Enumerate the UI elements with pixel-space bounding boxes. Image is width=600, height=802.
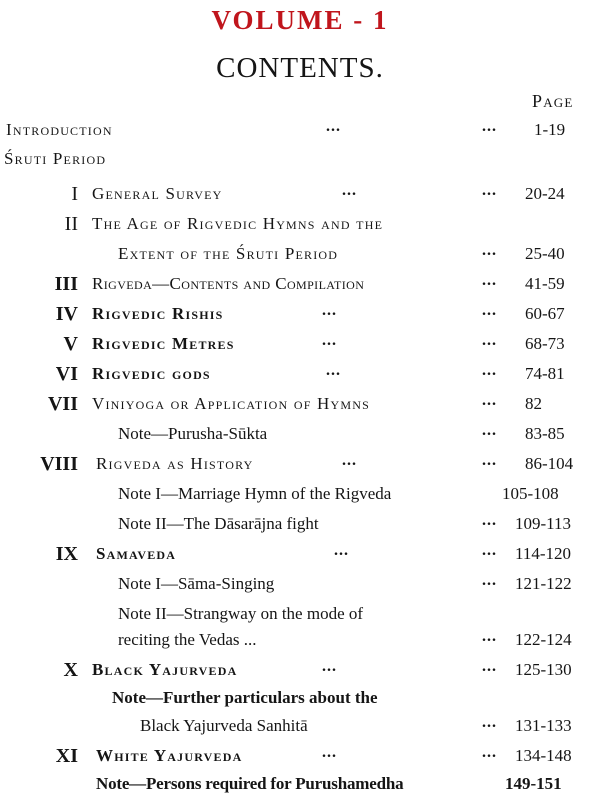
leader-dots: ... — [482, 512, 497, 529]
leader-dots: ... — [322, 332, 337, 349]
page-range: 82 — [525, 394, 542, 413]
leader-dots: ... — [482, 242, 497, 259]
entry-title: Note I—Marriage Hymn of the Rigveda — [118, 484, 392, 503]
leader-dots: ... — [482, 658, 497, 675]
leader-dots: ... — [482, 392, 497, 409]
leader-dots: ... — [482, 332, 497, 349]
leader-dots: ... — [482, 744, 497, 761]
page-range: 122-124 — [515, 630, 572, 649]
leader-dots: ... — [482, 572, 497, 589]
entry-number: X — [63, 659, 78, 681]
entry-title: Śruti Period — [4, 149, 107, 168]
leader-dots: ... — [342, 452, 357, 469]
page-range: 149-151 — [505, 774, 562, 793]
leader-dots: ... — [482, 362, 497, 379]
entry-title: Black Yajurveda — [92, 660, 238, 679]
leader-dots: ... — [482, 302, 497, 319]
entry-title: Note—Persons required for Purushamedha — [96, 774, 404, 793]
page-range: 125-130 — [515, 660, 572, 679]
page-range: 1-19 — [534, 120, 566, 139]
entry-title: Note—Further particulars about the — [112, 688, 378, 707]
entry-number: III — [54, 273, 78, 295]
page-range: 60-67 — [525, 304, 565, 323]
entry-title: Introduction — [6, 120, 113, 139]
entry-title: The Age of Rigvedic Hymns and the — [92, 214, 384, 233]
leader-dots: ... — [322, 658, 337, 675]
page-range: 134-148 — [515, 746, 572, 765]
entry-title: Rigvedic gods — [92, 364, 211, 383]
leader-dots: ... — [482, 714, 497, 731]
leader-dots: ... — [482, 272, 497, 289]
entry-number: XI — [55, 745, 78, 767]
page-range: 74-81 — [525, 364, 565, 383]
volume-title: VOLUME - 1 — [211, 5, 389, 35]
leader-dots: ... — [482, 118, 497, 135]
entry-title: White Yajurveda — [96, 746, 243, 765]
leader-dots: ... — [482, 542, 497, 559]
entry-title: General Survey — [92, 184, 223, 203]
leader-dots: ... — [482, 452, 497, 469]
entry-title: Rigveda—Contents and Compilation — [92, 274, 365, 293]
page-range: 20-24 — [525, 184, 565, 203]
entry-title: Samaveda — [96, 544, 177, 563]
entry-title: Rigvedic Rishis — [92, 304, 224, 323]
page-range: 86-104 — [525, 454, 574, 473]
entry-title: Note II—Strangway on the mode of — [118, 604, 364, 623]
leader-dots: ... — [322, 302, 337, 319]
leader-dots: ... — [482, 182, 497, 199]
page-range: 83-85 — [525, 424, 565, 443]
page-range: 25-40 — [525, 244, 565, 263]
entry-number: II — [64, 213, 78, 235]
entry-title: Note II—The Dāsarājna fight — [118, 514, 319, 533]
entry-number: IV — [55, 303, 78, 325]
leader-dots: ... — [482, 628, 497, 645]
entry-number: VI — [55, 363, 78, 385]
leader-dots: ... — [334, 542, 349, 559]
entry-number: VIII — [40, 453, 78, 475]
leader-dots: ... — [342, 182, 357, 199]
entry-title: Note I—Sāma-Singing — [118, 574, 275, 593]
entry-title: Viniyoga or Application of Hymns — [92, 394, 370, 413]
entry-title: Rigveda as History — [96, 454, 254, 473]
page-range: 105-108 — [502, 484, 559, 503]
leader-dots: ... — [326, 362, 341, 379]
page-range: 114-120 — [515, 544, 572, 563]
contents-title: CONTENTS. — [216, 52, 384, 84]
entry-number: IX — [55, 543, 78, 565]
entry-title: Note—Purusha-Sūkta — [118, 424, 268, 443]
page-column-header: Page — [532, 91, 574, 111]
page-range: 68-73 — [525, 334, 565, 353]
leader-dots: ... — [326, 118, 341, 135]
entry-title: Rigvedic Metres — [92, 334, 235, 353]
page-range: 131-133 — [515, 716, 572, 735]
page-range: 121-122 — [515, 574, 572, 593]
leader-dots: ... — [322, 744, 337, 761]
entry-number: I — [71, 183, 78, 205]
entry-title: Black Yajurveda Sanhitā — [140, 716, 308, 735]
entry-number: VII — [47, 393, 78, 415]
entry-title: reciting the Vedas ... — [118, 630, 257, 649]
entry-number: V — [63, 333, 78, 355]
leader-dots: ... — [482, 422, 497, 439]
page-range: 41-59 — [525, 274, 565, 293]
entry-title: Extent of the Śruti Period — [118, 244, 339, 263]
page-range: 109-113 — [515, 514, 572, 533]
